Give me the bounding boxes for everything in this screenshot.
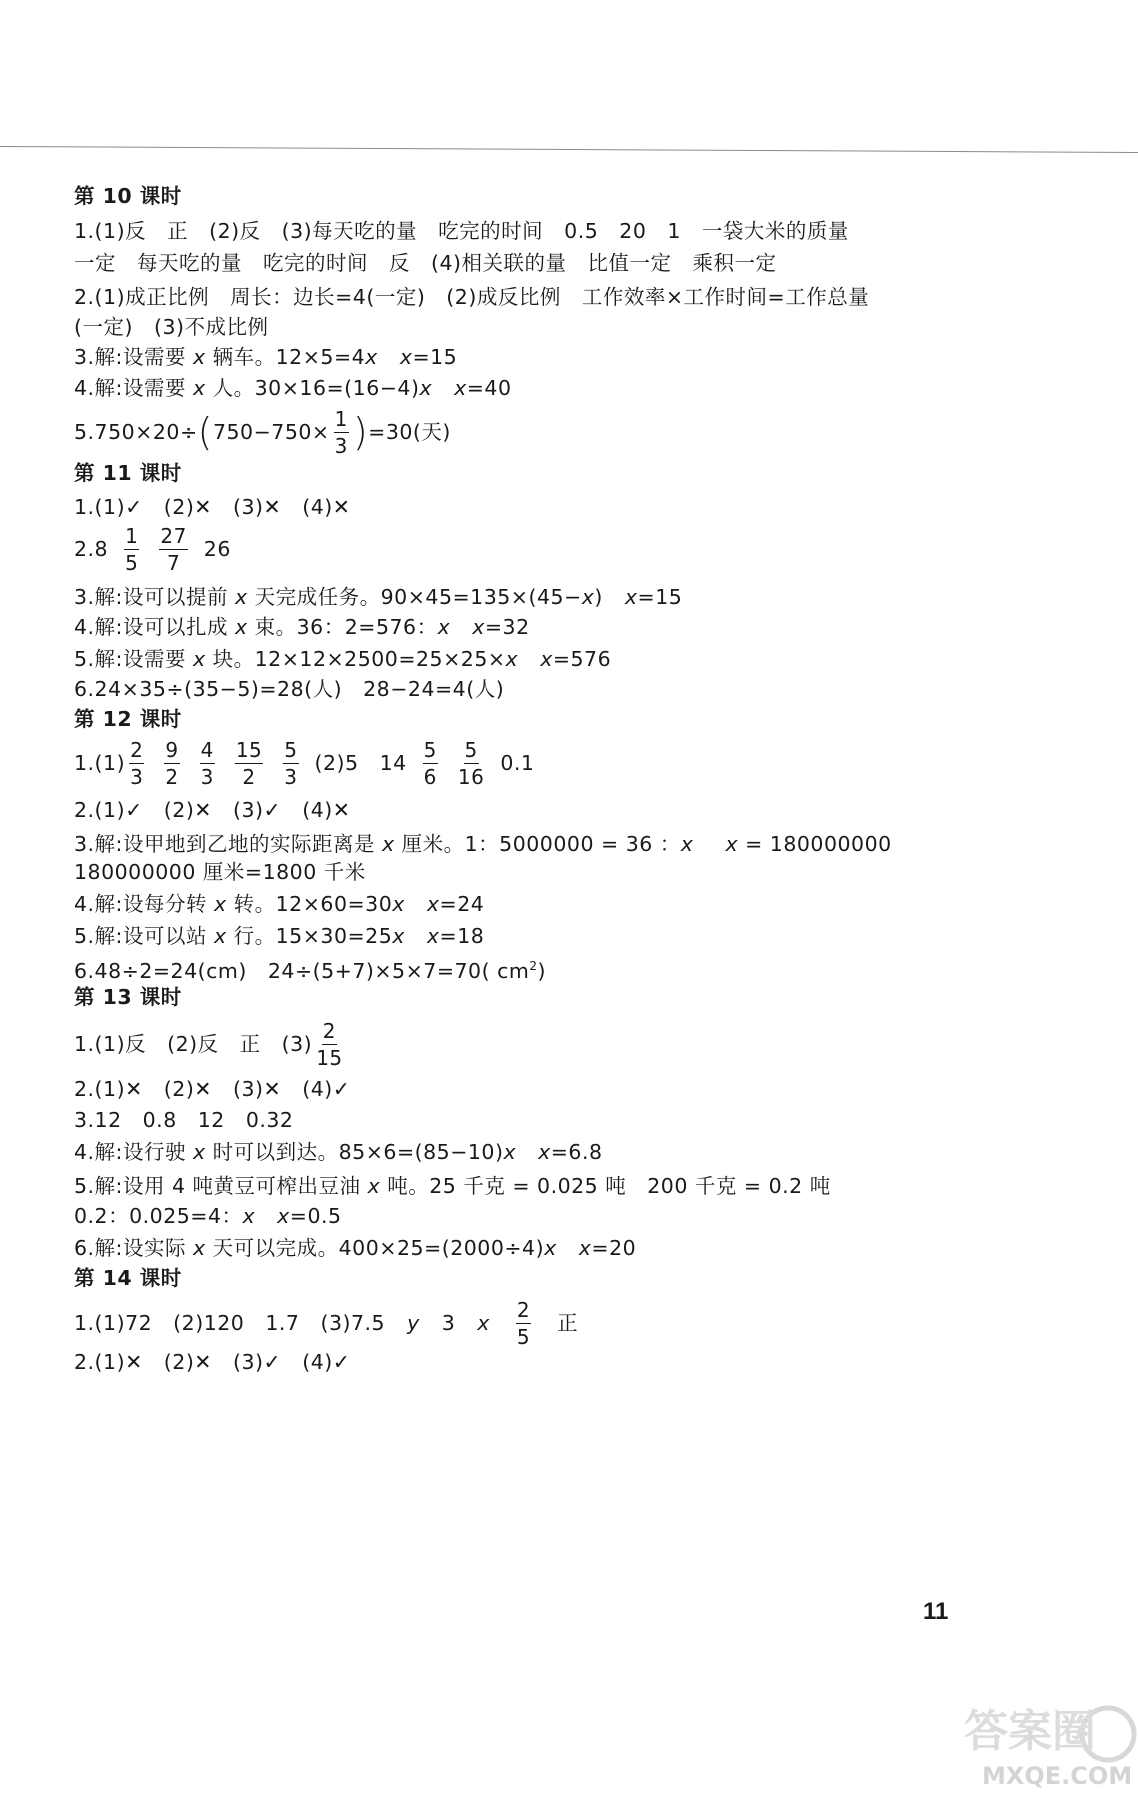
page-number: 11 bbox=[923, 1598, 949, 1625]
fraction: $\frac{1}{5}$ bbox=[125, 523, 139, 575]
answer-line: 5.解:设用 4 吨黄豆可榨出豆油 x 吨。25 千克 = 0.025 吨 200 千克 = 0.2 吨 bbox=[74, 1174, 831, 1198]
answer-line: 5.解:设需要 x 块。12×12×2500=25×25×x x=576 bbox=[74, 647, 612, 671]
answer-line: 5.解:设可以站 x 行。15×30=25x x=18 bbox=[74, 924, 485, 948]
answer-line: 2.(1)✓ (2)✕ (3)✓ (4)✕ bbox=[74, 798, 351, 822]
answer-line: 1.(1) $\frac{2}{3}$ $\frac{9}{2}$ $\frac{4}{3}$ $\frac{15}{2}$ $\frac{5}{3}$ (2)5 14 $\frac{5}{6}$ $\frac{5}{16}$ 0.1 bbox=[74, 737, 535, 789]
svg-text:MXQE.COM: MXQE.COM bbox=[982, 1762, 1133, 1790]
section-heading-10: 第 10 课时 bbox=[74, 184, 182, 208]
svg-text:答案圈: 答案圈 bbox=[964, 1706, 1096, 1757]
answer-line: 4.解:设可以扎成 x 束。36：2=576：x x=32 bbox=[74, 615, 530, 639]
fraction: $\frac{4}{3}$ bbox=[200, 737, 214, 789]
answer-line: 3.解:设需要 x 辆车。12×5=4x x=15 bbox=[74, 345, 458, 369]
answer-line: 0.2：0.025=4：x x=0.5 bbox=[74, 1204, 342, 1228]
answer-line: 4.解:设行驶 x 时可以到达。85×6=(85−10)x x=6.8 bbox=[74, 1140, 603, 1164]
fraction: $\frac{1}{3}$ bbox=[334, 406, 348, 458]
answer-line: 180000000 厘米=1800 千米 bbox=[74, 860, 366, 884]
answer-line: 6.24×35÷(35−5)=28(人) 28−24=4(人) bbox=[74, 677, 505, 701]
section-heading-11: 第 11 课时 bbox=[74, 461, 182, 485]
answer-line: 1.(1)反 (2)反 正 (3) $\frac{2}{15}$ bbox=[74, 1018, 343, 1070]
fraction: $\frac{9}{2}$ bbox=[165, 737, 179, 789]
fraction: $\frac{5}{6}$ bbox=[423, 737, 437, 789]
answer-line: 1.(1)72 (2)120 1.7 (3)7.5 y 3 x $\frac{2}{5}$ 正 bbox=[74, 1297, 579, 1349]
fraction: $\frac{2}{15}$ bbox=[316, 1018, 343, 1070]
fraction: $\frac{2}{5}$ bbox=[516, 1297, 531, 1349]
fraction: $\frac{27}{7}$ bbox=[160, 523, 187, 575]
answer-line: 5.750×20÷ ( 750−750× $\frac{1}{3}$ ) =30(天) bbox=[74, 406, 451, 458]
answer-line: 2.(1)✕ (2)✕ (3)✕ (4)✓ bbox=[74, 1077, 351, 1101]
section-heading-12: 第 12 课时 bbox=[74, 707, 182, 731]
top-rule bbox=[0, 146, 1138, 153]
fraction: $\frac{15}{2}$ bbox=[235, 737, 263, 789]
answer-line: 1.(1)✓ (2)✕ (3)✕ (4)✕ bbox=[74, 495, 351, 519]
watermark-logo bbox=[958, 1690, 1138, 1792]
answer-line: 6.48÷2=24(cm) 24÷(5+7)×5×7=70( $cm^2$) bbox=[74, 958, 546, 983]
section-heading-14: 第 14 课时 bbox=[74, 1266, 182, 1290]
answer-line: 2.8 $\frac{1}{5}$ $\frac{27}{7}$ 26 bbox=[74, 523, 231, 575]
answer-line: 4.解:设需要 x 人。30×16=(16−4)x x=40 bbox=[74, 376, 512, 400]
answer-line: (一定) (3)不成比例 bbox=[74, 315, 269, 339]
answer-line: 6.解:设实际 x 天可以完成。400×25=(2000÷4)x x=20 bbox=[74, 1236, 637, 1260]
fraction: $\frac{5}{16}$ bbox=[457, 737, 485, 789]
fraction: $\frac{5}{3}$ bbox=[284, 737, 298, 789]
answer-line: 4.解:设每分转 x 转。12×60=30x x=24 bbox=[74, 892, 485, 916]
answer-line: 2.(1)✕ (2)✕ (3)✓ (4)✓ bbox=[74, 1350, 351, 1374]
answer-line: 1.(1)反 正 (2)反 (3)每天吃的量 吃完的时间 0.5 20 1 一袋大米的质量 bbox=[74, 219, 849, 243]
answer-line: 3.解:设甲地到乙地的实际距离是 x 厘米。1：5000000 = 36 ：x x = 180000000 bbox=[74, 832, 892, 856]
answer-line: 2.(1)成正比例 周长：边长=4(一定) (2)成反比例 工作效率×工作时间=工作总量 bbox=[74, 285, 870, 309]
answer-line: 3.解:设可以提前 x 天完成任务。90×45=135×(45−x) x=15 bbox=[74, 585, 683, 609]
answer-line: 3.12 0.8 12 0.32 bbox=[74, 1108, 294, 1132]
fraction: $\frac{2}{3}$ bbox=[130, 737, 144, 789]
section-heading-13: 第 13 课时 bbox=[74, 985, 182, 1009]
answer-line: 一定 每天吃的量 吃完的时间 反 (4)相关联的量 比值一定 乘积一定 bbox=[74, 251, 777, 275]
